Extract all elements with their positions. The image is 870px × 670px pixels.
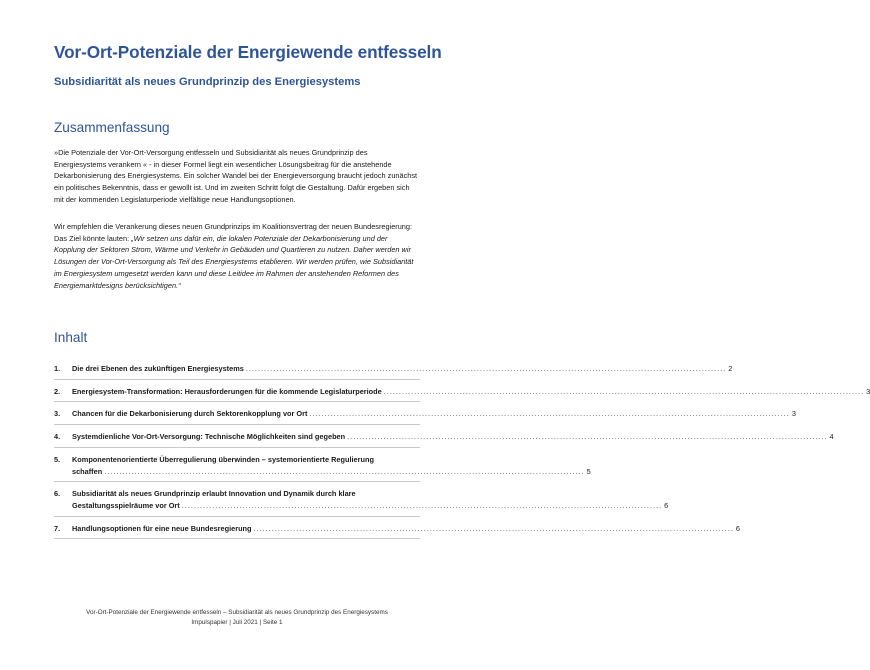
toc-item-title-line1: Komponentenorientierte Überregulierung überwinden – systemorientierte Regulierung bbox=[72, 454, 374, 464]
toc-item-page: 5 bbox=[586, 466, 591, 476]
toc-item-title: Systemdienliche Vor-Ort-Versorgung: Technische Möglichkeiten sind gegeben bbox=[72, 432, 346, 442]
toc-item-page: 6 bbox=[664, 500, 669, 510]
toc-leader-dots: .............................................................................................................................................................. bbox=[181, 500, 663, 510]
summary-paragraph-2 bbox=[54, 221, 420, 291]
toc-item-1[interactable] bbox=[54, 363, 733, 380]
toc-item-page: 3 bbox=[791, 409, 796, 419]
toc-heading: Inhalt bbox=[54, 330, 88, 345]
summary-paragraph-2-intro: Wir empfehlen die Verankerung dieses neuen Grundprinzips im Koalitionsvertrag der neuen Bundesregierung: Das Ziel könnte lauten: bbox=[54, 222, 413, 243]
toc-leader-dots: .............................................................................................................................................................. bbox=[383, 386, 865, 396]
table-of-contents bbox=[54, 363, 870, 545]
toc-item-page: 3 bbox=[866, 386, 870, 396]
toc-item-number: 7. bbox=[54, 523, 61, 533]
page-footer bbox=[0, 608, 474, 628]
toc-item-page: 6 bbox=[735, 523, 740, 533]
toc-item-number: 6. bbox=[54, 489, 61, 499]
summary-paragraph-1: »Die Potenziale der Vor-Ort-Versorgung entfesseln und Subsidiarität als neues Grundprinzip des Energiesystems verankern « - in dieser Formel liegt ein wesentlicher Lösungsbeitrag für die anstehende Dekarbonisierung des Energiesystems. Ein solcher Wandel bei der Energieversorgung braucht jedoch zunächst ein politisches Bekenntnis, dass er gewollt ist. Und im zweiten Schritt folgt die Gestaltung. Dafür ergeben sich mit der kommenden Legislaturperiode vielfältige neue Handlungsoptionen. bbox=[54, 148, 418, 204]
toc-item-title: Die drei Ebenen des zukünftigen Energiesystems bbox=[72, 364, 244, 373]
toc-item-number: 2. bbox=[54, 386, 61, 396]
toc-item-title: schaffen bbox=[72, 466, 103, 476]
footer-line-2: Impulspapier | Juli 2021 | Seite 1 bbox=[191, 619, 283, 626]
toc-item-number: 4. bbox=[54, 432, 61, 442]
toc-leader-dots: .............................................................................................................................................................. bbox=[253, 523, 734, 533]
toc-item-number: 1. bbox=[54, 364, 61, 373]
toc-item-3[interactable] bbox=[54, 408, 796, 425]
summary-paragraph-2-quote: „Wir setzen uns dafür ein, die lokalen Potenziale der Dekarbonisierung und der Kopplung der Sektoren Strom, Wärme und Verkehr in Gebäuden und Quartieren zu nutzen. Daher werden wir Lösungen der Vor-Ort-Versorgung als Teil des Energiesystems etablieren. Wir werden prüfen, wie Subsidiarität im Energiesystem umgesetzt werden kann und diese Leitidee im Rahmen der anstehenden Reformen des Energiemarktdesigns berücksichtigen.“ bbox=[54, 233, 414, 290]
toc-item-title-line1: Subsidiarität als neues Grundprinzip erlaubt Innovation und Dynamik durch klare bbox=[72, 489, 356, 499]
toc-item-page: 4 bbox=[829, 432, 834, 442]
toc-item-4[interactable] bbox=[54, 431, 834, 448]
document-subtitle: Subsidiarität als neues Grundprinzip des Energiesystems bbox=[54, 76, 361, 88]
toc-item-title: Energiesystem-Transformation: Herausforderungen für die kommende Legislaturperiode bbox=[72, 386, 382, 396]
footer-line-1: Vor-Ort-Potenziale der Energiewende entfesseln – Subsidiarität als neues Grundprinzip des Energiesystems bbox=[86, 609, 388, 616]
toc-item-title: Gestaltungsspielräume vor Ort bbox=[72, 500, 180, 510]
toc-leader-dots: .............................................................................................................................................................. bbox=[104, 466, 585, 476]
document-title: Vor-Ort-Potenziale der Energiewende entfesseln bbox=[54, 42, 442, 62]
toc-leader-dots: .............................................................................................................................................................. bbox=[309, 409, 790, 419]
toc-leader-dots: .............................................................................................................................................................. bbox=[347, 432, 828, 442]
toc-item-title: Chancen für die Dekarbonisierung durch Sektorenkopplung vor Ort bbox=[72, 409, 308, 419]
toc-item-page: 2 bbox=[728, 364, 733, 373]
summary-heading: Zusammenfassung bbox=[54, 120, 170, 135]
toc-item-number: 3. bbox=[54, 409, 61, 419]
toc-item-7[interactable] bbox=[54, 523, 740, 540]
toc-leader-dots: .............................................................................................................................................................. bbox=[245, 364, 727, 373]
toc-item-5[interactable] bbox=[54, 454, 591, 482]
toc-item-2[interactable] bbox=[54, 386, 870, 403]
toc-item-title: Handlungsoptionen für eine neue Bundesregierung bbox=[72, 523, 252, 533]
toc-item-number: 5. bbox=[54, 454, 61, 464]
toc-item-6[interactable] bbox=[54, 488, 669, 516]
